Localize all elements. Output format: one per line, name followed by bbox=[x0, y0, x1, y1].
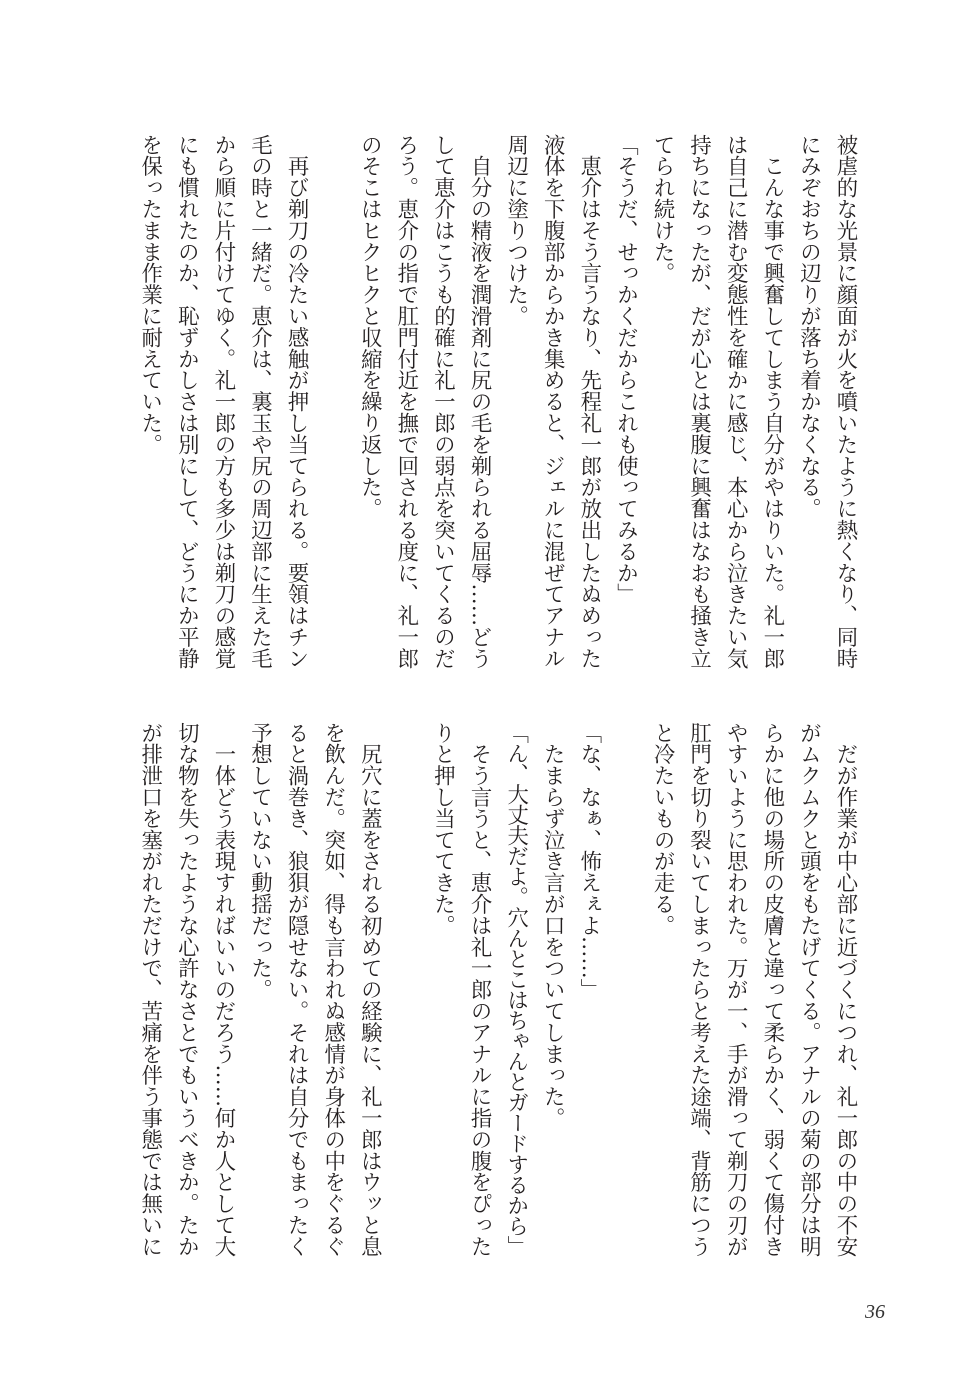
text-line: 被虐的な光景に顔面が火を噴いたように熱くなり、同時 bbox=[833, 134, 858, 669]
text-line: 毛の時と一緒だ。恵介は、裏玉や尻の周辺部に生えた毛 bbox=[247, 134, 273, 669]
blank-line bbox=[607, 722, 644, 1262]
text-line: 尻穴に蓋をされる初めての経験に、礼一郎はウッと息 bbox=[357, 722, 383, 1257]
text-block-upper bbox=[131, 134, 863, 674]
text-line: ると渦巻き、狼狽が隠せない。それは自分でもまったく bbox=[284, 722, 310, 1257]
text-line: と冷たいものが走る。 bbox=[650, 722, 676, 936]
text-line: 一体どう表現すればいいのだろう……何か人として大 bbox=[210, 722, 236, 1257]
text-line: 肛門を切り裂いてしまったらと考えた途端、背筋につう bbox=[686, 722, 712, 1257]
text-line: てられ続けた。 bbox=[650, 134, 676, 284]
text-line: を保ったまま作業に耐えていた。 bbox=[137, 134, 163, 455]
text-line: して恵介はこうも的確に礼一郎の弱点を突いてくるのだ bbox=[430, 134, 456, 669]
text-line: そう言うと、恵介は礼一郎のアナルに指の腹をぴった bbox=[467, 722, 493, 1257]
text-line: から順に片付けてゆく。礼一郎の方も多少は剃刀の感覚 bbox=[210, 134, 236, 669]
blank-line bbox=[314, 134, 351, 674]
text-line: は自己に潜む変態性を確かに感じ、本心から泣きたい気 bbox=[723, 134, 749, 669]
text-line: こんな事で興奮してしまう自分がやはりいた。礼一郎 bbox=[759, 134, 785, 669]
text-line: 「ん、大丈夫だよ。穴んとこはちゃんとガードするから」 bbox=[503, 722, 529, 1257]
text-line: らかに他の場所の皮膚と違って柔らかく、弱くて傷付き bbox=[759, 722, 785, 1257]
page-number: 36 bbox=[865, 1301, 885, 1323]
text-line: が排泄口を塞がれただけで、苦痛を伴う事態では無いに bbox=[137, 722, 163, 1257]
text-line: 液体を下腹部からかき集めると、ジェルに混ぜてアナル bbox=[540, 134, 566, 669]
text-line: 自分の精液を潤滑剤に尻の毛を剃られる屈辱……どう bbox=[467, 134, 493, 669]
text-line: がムクムクと頭をもたげてくる。アナルの菊の部分は明 bbox=[796, 722, 822, 1257]
text-line: にみぞおちの辺りが落ち着かなくなる。 bbox=[796, 134, 822, 520]
blank-line bbox=[387, 722, 424, 1262]
text-line: 恵介はそう言うなり、先程礼一郎が放出したぬめった bbox=[576, 134, 602, 669]
text-line: 周辺に塗りつけた。 bbox=[503, 134, 529, 327]
text-line: 持ちになったが、だが心とは裏腹に興奮はなおも掻き立 bbox=[686, 134, 712, 669]
text-line: を飲んだ。突如、得も言われぬ感情が身体の中をぐるぐ bbox=[320, 722, 346, 1257]
text-line: のそこはヒクヒクと収縮を繰り返した。 bbox=[357, 134, 383, 520]
text-line: 切な物を失ったような心許なさとでもいうべきか。たか bbox=[174, 722, 200, 1257]
text-line: りと押し当ててきた。 bbox=[430, 722, 456, 936]
text-line: たまらず泣き言が口をついてしまった。 bbox=[540, 722, 566, 1129]
text-line: 予想していない動揺だった。 bbox=[247, 722, 273, 1001]
text-line: ろう。恵介の指で肛門付近を撫で回される度に、礼一郎 bbox=[393, 134, 419, 669]
text-line: にも慣れたのか、恥ずかしさは別にして、どうにか平静 bbox=[174, 134, 200, 669]
text-line: 再び剃刀の冷たい感触が押し当てられる。要領はチン bbox=[284, 134, 310, 669]
text-block-lower bbox=[131, 722, 863, 1262]
text-line: 「そうだ、せっかくだからこれも使ってみるか」 bbox=[613, 134, 639, 605]
text-line: 「な、なぁ、怖えぇよ……」 bbox=[576, 722, 602, 1001]
text-line: やすいように思われた。万が一、手が滑って剃刀の刃が bbox=[723, 722, 749, 1257]
text-line: だが作業が中心部に近づくにつれ、礼一郎の中の不安 bbox=[833, 722, 858, 1257]
